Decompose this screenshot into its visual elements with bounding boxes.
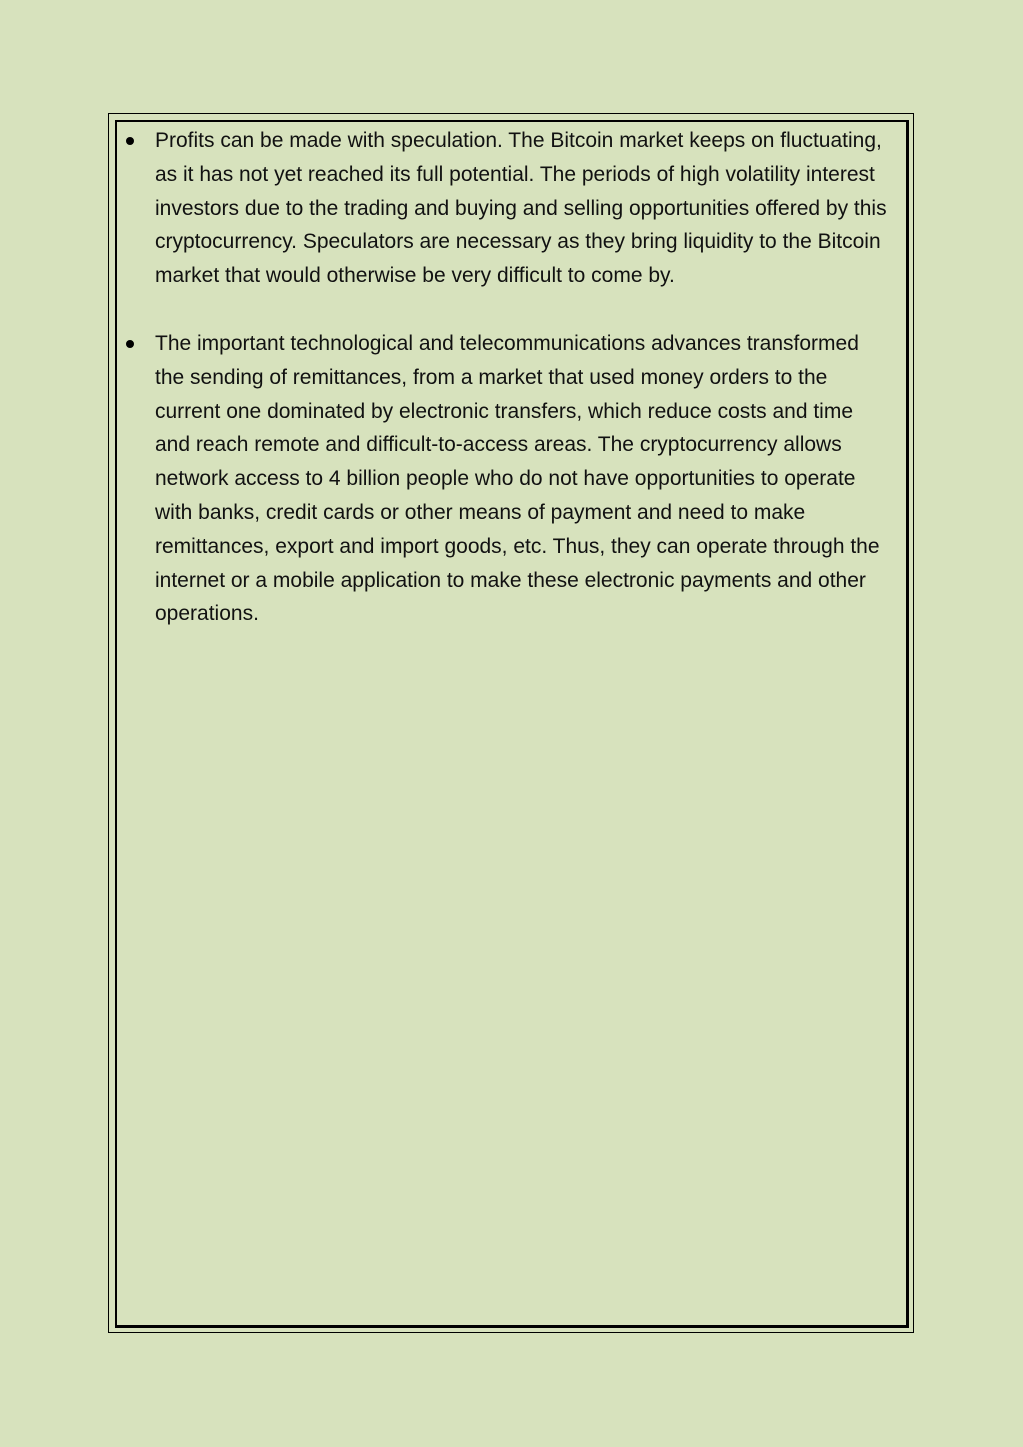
bullet-dot-icon	[126, 340, 134, 348]
list-item	[122, 327, 892, 631]
bullet-text: Profits can be made with speculation. The Bitcoin market keeps on fluctuating, as it has not yet reached its full potential. The periods of high volatility interest investors due to the trading and buying and selling opportunities offered by this cryptocurrency. Speculators are necessary as they bring liquidity to the Bitcoin market that would otherwise be very difficult to come by.	[155, 129, 887, 288]
bullet-text: The important technological and telecommunications advances transformed the sending of remittances, from a market that used money orders to the current one dominated by electronic transfers, which reduce costs and time and reach remote and difficult-to-access areas. The cryptocurrency allows network access to 4 billion people who do not have opportunities to operate with banks, credit cards or other means of payment and need to make remittances, export and import goods, etc. Thus, they can operate through the internet or a mobile application to make these electronic payments and other operations.	[155, 331, 880, 626]
bullet-dot-icon	[126, 137, 134, 145]
bullet-list	[122, 124, 892, 665]
list-item	[122, 124, 892, 293]
